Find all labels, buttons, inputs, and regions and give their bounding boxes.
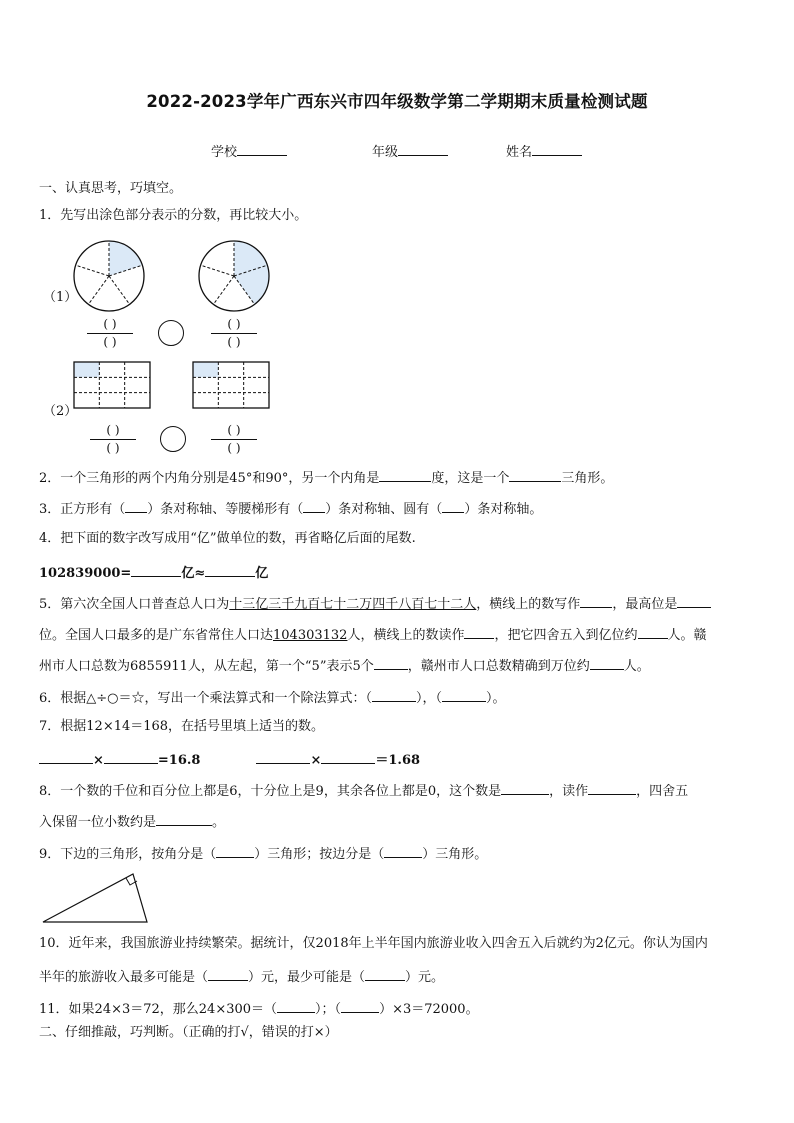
sector-divider xyxy=(201,265,234,276)
q11-text-b: ）；（ xyxy=(315,1002,342,1017)
sector-divider xyxy=(76,265,109,276)
school-field[interactable] xyxy=(211,141,287,160)
section-1-heading: 一、认真思考，巧填空。 xyxy=(39,181,183,196)
triangle-shape xyxy=(43,874,147,922)
numerator[interactable]: ( ) xyxy=(211,422,257,440)
q11-text-a: 11．如果24×3＝72，那么24×300＝（ xyxy=(39,1002,278,1017)
denominator[interactable]: ( ) xyxy=(227,441,241,455)
q6-blank-1[interactable] xyxy=(372,687,416,702)
q5-blank-4[interactable] xyxy=(638,624,668,639)
q8-blank-2[interactable] xyxy=(588,780,636,795)
q6-blank-2[interactable] xyxy=(442,687,486,702)
question-5-line-2 xyxy=(39,624,707,645)
q2-text-b: 度，这是一个 xyxy=(431,471,510,486)
q9-blank-1[interactable] xyxy=(216,843,254,858)
q8-text-e: 。 xyxy=(212,815,226,830)
right-isosceles-triangle xyxy=(40,870,152,926)
q3-text-c: ）条对称轴、圆有（ xyxy=(325,502,443,517)
q5-text: ，把它四舍五入到亿位约 xyxy=(494,628,638,643)
q10-text-c: ）元。 xyxy=(405,970,445,985)
pie-right xyxy=(198,240,270,312)
q7-blank-2[interactable] xyxy=(104,749,158,764)
name-blank[interactable] xyxy=(532,141,582,156)
q2-blank-1[interactable] xyxy=(379,467,431,482)
q10-text-a: 半年的旅游收入最多可能是（ xyxy=(39,970,209,985)
compare-circle-1[interactable] xyxy=(158,320,184,346)
question-4-answer xyxy=(39,562,268,583)
question-5-line-3 xyxy=(39,655,650,676)
q8-blank-3[interactable] xyxy=(156,811,212,826)
rect-left xyxy=(73,361,151,409)
question-10-line-1: 10．近年来，我国旅游业持续繁荣。据统计，仅2018年上半年国内旅游业收入四舍五入后就约为2亿元。你认为国内 xyxy=(39,936,708,951)
question-8-line-2 xyxy=(39,811,225,832)
q10-blank-1[interactable] xyxy=(208,966,248,981)
q10-text-b: ）元，最少可能是（ xyxy=(248,970,366,985)
shaded-cell xyxy=(74,362,99,377)
q4-text-c: 亿 xyxy=(255,566,269,581)
q4-blank-2[interactable] xyxy=(205,562,255,577)
q3-blank-2[interactable] xyxy=(303,498,325,513)
compare-circle-2[interactable] xyxy=(160,426,186,452)
fraction-answer-2[interactable] xyxy=(211,316,257,350)
q4-blank-1[interactable] xyxy=(131,562,181,577)
question-9 xyxy=(39,843,487,864)
q6-text-b: ），（ xyxy=(416,691,443,706)
shaded-cell xyxy=(193,362,218,377)
q2-blank-2[interactable] xyxy=(509,467,561,482)
name-label: 姓名 xyxy=(506,145,533,160)
question-7: 7．根据12×14＝168，在括号里填上适当的数。 xyxy=(39,719,325,734)
q8-text-a: 8．一个数的千位和百分位上都是6，十分位上是9，其余各位上都是0，这个数是 xyxy=(39,784,502,799)
q3-text-b: ）条对称轴、等腰梯形有（ xyxy=(147,502,304,517)
school-blank[interactable] xyxy=(237,141,287,156)
sector-divider xyxy=(213,276,234,304)
q5-text: 人，横线上的数读作 xyxy=(347,628,465,643)
q11-blank-2[interactable] xyxy=(341,998,379,1013)
q1-part1-label: （1） xyxy=(43,290,78,305)
q8-blank-1[interactable] xyxy=(501,780,549,795)
rect-right xyxy=(192,361,270,409)
question-1: 1．先写出涂色部分表示的分数，再比较大小。 xyxy=(39,208,308,223)
q4-text-b: 亿≈ xyxy=(181,566,206,581)
q5-blank-1[interactable] xyxy=(580,593,612,608)
q11-text-c: ）×3＝72000。 xyxy=(379,1002,479,1017)
q2-text-c: 三角形。 xyxy=(561,471,614,486)
q5-blank-2[interactable] xyxy=(677,593,711,608)
question-3 xyxy=(39,498,542,519)
q7-result-2: ＝1.68 xyxy=(375,753,421,768)
q5-text: 人。赣 xyxy=(667,628,707,643)
question-4: 4．把下面的数字改写成用“亿”做单位的数，再省略亿后面的尾数. xyxy=(39,531,416,546)
q3-text-d: ）条对称轴。 xyxy=(464,502,543,517)
q5-text: 5．第六次全国人口普查总人口为 xyxy=(39,597,230,612)
q5-text: ，最高位是 xyxy=(612,597,678,612)
numerator[interactable]: ( ) xyxy=(211,316,257,334)
name-field[interactable] xyxy=(506,141,582,160)
sector-divider xyxy=(109,276,130,304)
q3-text-a: 3．正方形有（ xyxy=(39,502,126,517)
page-title: 2022-2023学年广西东兴市四年级数学第二学期期末质量检测试题 xyxy=(146,92,648,111)
q9-blank-2[interactable] xyxy=(384,843,422,858)
q2-text-a: 2．一个三角形的两个内角分别是45°和90°，另一个内角是 xyxy=(39,471,380,486)
q1-part2-label: （2） xyxy=(43,404,78,419)
q8-text-b: ，读作 xyxy=(549,784,589,799)
q5-blank-5[interactable] xyxy=(374,655,408,670)
q6-text-c: ）。 xyxy=(486,691,506,706)
q10-blank-2[interactable] xyxy=(365,966,405,981)
q4-text-a: 102839000= xyxy=(39,566,132,581)
sector-divider xyxy=(88,276,109,304)
denominator[interactable]: ( ) xyxy=(227,335,241,349)
q9-text-b: ）三角形；按边分是（ xyxy=(254,847,385,862)
question-6 xyxy=(39,687,506,708)
q5-text: 位。全国人口最多的是广东省常住人口达 xyxy=(39,628,274,643)
q3-blank-3[interactable] xyxy=(442,498,464,513)
question-7-answers xyxy=(39,749,420,770)
question-2 xyxy=(39,467,613,488)
q5-underlined-number: 十三亿三千九百七十二万四千八百七十二人 xyxy=(229,597,477,612)
q9-text-c: ）三角形。 xyxy=(422,847,488,862)
q5-text: 州市人口总数为6855911人，从左起，第一个“5”表示5个 xyxy=(39,659,374,674)
fraction-answer-4[interactable] xyxy=(211,422,257,456)
q7-times-1: × xyxy=(93,753,104,768)
question-10-line-2 xyxy=(39,966,444,987)
q5-blank-3[interactable] xyxy=(464,624,494,639)
q8-text-c: ，四舍五 xyxy=(636,784,689,799)
numerator[interactable]: ( ) xyxy=(90,422,136,440)
question-11 xyxy=(39,998,479,1019)
q5-text: ，赣州市人口总数精确到万位约 xyxy=(407,659,590,674)
q5-underlined-number: 104303132 xyxy=(273,628,348,643)
denominator[interactable]: ( ) xyxy=(106,441,120,455)
q6-text-a: 6．根据△÷○＝☆，写出一个乘法算式和一个除法算式：（ xyxy=(39,691,373,706)
numerator[interactable]: ( ) xyxy=(87,316,133,334)
grade-blank[interactable] xyxy=(398,141,448,156)
grade-field[interactable] xyxy=(372,141,448,160)
q7-result-1: =16.8 xyxy=(157,753,201,768)
q7-blank-1[interactable] xyxy=(39,749,93,764)
q9-text-a: 9．下边的三角形，按角分是（ xyxy=(39,847,217,862)
q8-text-d: 入保留一位小数约是 xyxy=(39,815,157,830)
fraction-answer-1[interactable] xyxy=(87,316,133,350)
q3-blank-1[interactable] xyxy=(125,498,147,513)
question-8-line-1 xyxy=(39,780,688,801)
q11-blank-1[interactable] xyxy=(277,998,315,1013)
q7-blank-3[interactable] xyxy=(256,749,310,764)
question-5-line-1 xyxy=(39,593,711,614)
q5-blank-6[interactable] xyxy=(590,655,624,670)
fraction-answer-3[interactable] xyxy=(90,422,136,456)
grade-label: 年级 xyxy=(372,145,399,160)
pie-left xyxy=(73,240,145,312)
q5-text: ，横线上的数写作 xyxy=(476,597,581,612)
q7-times-2: × xyxy=(310,753,322,768)
school-label: 学校 xyxy=(211,145,238,160)
q5-text: 人。 xyxy=(623,659,650,674)
q7-blank-4[interactable] xyxy=(321,749,375,764)
denominator[interactable]: ( ) xyxy=(103,335,117,349)
section-2-heading: 二、仔细推敲，巧判断。（正确的打√，错误的打×） xyxy=(39,1025,338,1040)
